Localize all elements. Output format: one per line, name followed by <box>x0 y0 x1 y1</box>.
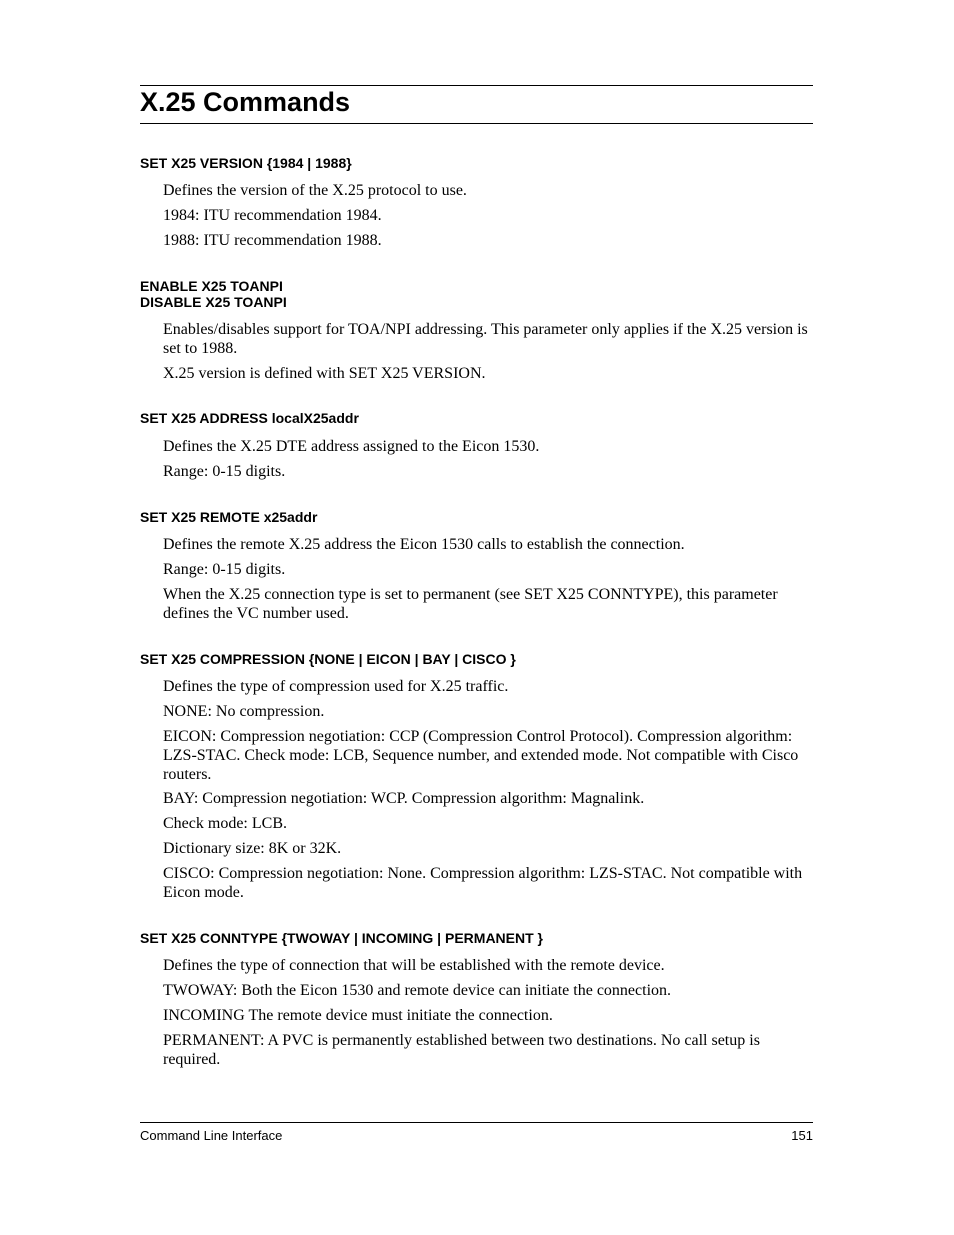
paragraph: CISCO: Compression negotiation: None. Compression algorithm: LZS-STAC. Not compatible with Eicon mode. <box>163 865 803 901</box>
paragraph: Defines the type of connection that will be established with the remote device. <box>163 957 665 974</box>
footer-page-number: 151 <box>791 1128 813 1143</box>
footer-rule <box>140 1122 813 1123</box>
section-heading: SET X25 VERSION {1984 | 1988} <box>140 155 352 171</box>
paragraph: EICON: Compression negotiation: CCP (Compression Control Protocol). Compression algorithm: LZS-STAC. Check mode: LCB, Sequence number, and extended mode. Not compatible with Cisco routers. <box>163 728 799 783</box>
paragraph: Defines the X.25 DTE address assigned to the Eicon 1530. <box>163 438 540 455</box>
section-heading-secondary: DISABLE X25 TOANPI <box>140 294 287 310</box>
paragraph: 1984: ITU recommendation 1984. <box>163 207 382 224</box>
paragraph: Range: 0-15 digits. <box>163 561 286 578</box>
paragraph: BAY: Compression negotiation: WCP. Compression algorithm: Magnalink. <box>163 790 645 807</box>
paragraph: PERMANENT: A PVC is permanently established between two destinations. No call setup is required. <box>163 1032 760 1068</box>
page-title: X.25 Commands <box>140 87 351 117</box>
paragraph: Enables/disables support for TOA/NPI addressing. This parameter only applies if the X.25 version is set to 1988. <box>163 321 808 357</box>
section-heading: SET X25 ADDRESS localX25addr <box>140 410 359 426</box>
title-underline-rule <box>140 123 813 124</box>
paragraph: 1988: ITU recommendation 1988. <box>163 232 382 249</box>
section-heading: SET X25 CONNTYPE {TWOWAY | INCOMING | PERMANENT } <box>140 930 543 946</box>
paragraph: Defines the type of compression used for X.25 traffic. <box>163 678 509 695</box>
paragraph: INCOMING The remote device must initiate the connection. <box>163 1007 553 1024</box>
paragraph: NONE: No compression. <box>163 703 325 720</box>
section-heading: SET X25 COMPRESSION {NONE | EICON | BAY | CISCO } <box>140 651 516 667</box>
paragraph: Dictionary size: 8K or 32K. <box>163 840 342 857</box>
paragraph: Defines the version of the X.25 protocol to use. <box>163 182 467 199</box>
paragraph: X.25 version is defined with SET X25 VERSION. <box>163 365 486 382</box>
paragraph: Check mode: LCB. <box>163 815 287 832</box>
section-heading: ENABLE X25 TOANPI <box>140 278 283 294</box>
paragraph: Defines the remote X.25 address the Eicon 1530 calls to establish the connection. <box>163 536 685 553</box>
paragraph: TWOWAY: Both the Eicon 1530 and remote device can initiate the connection. <box>163 982 672 999</box>
paragraph: Range: 0-15 digits. <box>163 463 286 480</box>
footer-chapter-title: Command Line Interface <box>140 1128 283 1143</box>
section-heading: SET X25 REMOTE x25addr <box>140 509 318 525</box>
paragraph: When the X.25 connection type is set to permanent (see SET X25 CONNTYPE), this parameter defines the VC number used. <box>163 586 778 622</box>
